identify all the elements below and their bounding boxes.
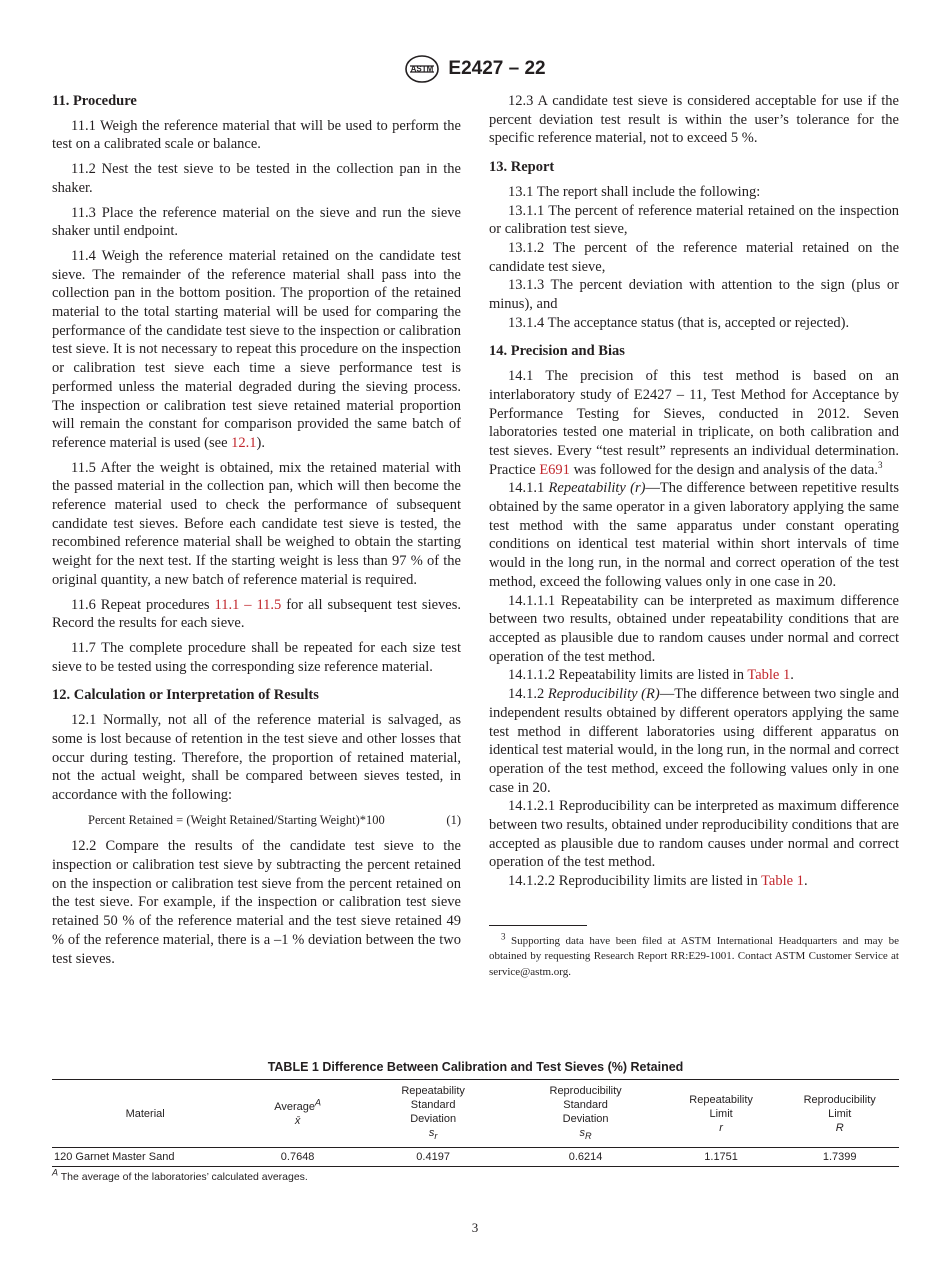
ref-link-table-1-b[interactable]: Table 1	[761, 873, 804, 890]
para-11-7: 11.7 The complete procedure shall be repeated for each size test sieve to be tested using the corresponding size reference material.	[52, 639, 461, 675]
para-14-1: 14.1 The precision of this test method is based on an interlaboratory study of E2427 – 11, Test Method for Acceptance by Performance Testing for Sieves, conducted in 2012. Seven laboratories tested one material in triplicate, on both calibration and test sieves. Every “test result” represents an individual determination. Practice E691 was followed for the design and analysis of the data.$^3$	[489, 368, 899, 478]
para-14-1-1: 14.1.1 Repeatability (r)—The difference between repetitive results obtained by the same operator in a given laboratory applying the same test method with the same apparatus under constant operating conditions on identical test material within short intervals of time would in the long run, in the normal and correct operation of the test method, exceed the following values only in one case in 20.	[489, 480, 899, 590]
table-title: TABLE 1 Difference Between Calibration and Test Sieves (%) Retained	[267, 1060, 684, 1074]
table-footnote: $^A$ The average of the laboratories’ calculated averages.	[52, 1167, 308, 1184]
para-13-1-2: 13.1.2 The percent of the reference material retained on the candidate test sieve,	[489, 239, 899, 275]
equation-1	[52, 811, 461, 830]
para-11-4: 11.4 Weigh the reference material retained on the candidate test sieve. The remainder of the reference material shall pass into the collection pan in the bottom position. The proportion of the retained material to the total starting material will be used for comparing the performance of the candidate test sieve to the inspection or calibration test sieve. It is not necessary to repeat this procedure on the inspection or calibration test sieve each time a sieve performance test is performed unless the material degraded during the sieving process. The inspection or calibration test sieve retained material proportion will remain the constant for comparison provided the same batch of reference material is used (see 12.1).	[52, 247, 461, 451]
cell-r: 1.1751	[704, 1151, 738, 1164]
ref-link-12-1[interactable]: 12.1	[231, 434, 257, 451]
para-12-1: 12.1 Normally, not all of the reference material is salvaged, as some is lost because of retention in the test sieve and other losses that occur during testing. Therefore, the proportion of retained material, not the actual weight, shall be compared between sieves tested, in accordance with the following:	[52, 712, 461, 803]
para-13-1-4: 13.1.4 The acceptance status (that is, accepted or rejected).	[508, 314, 850, 331]
para-14-1-2-1: 14.1.2.1 Reproducibility can be interpreted as maximum difference between two results, obtained under reproducibility conditions that are accepted as plausible due to random causes under normal and correct operation of the test method.	[489, 798, 899, 871]
para-11-6: 11.6 Repeat procedures 11.1 – 11.5 for all subsequent test sieves. Record the results for each sieve.	[52, 596, 461, 632]
equation-text: Percent Retained = (Weight Retained/Starting Weight)*100	[88, 812, 385, 827]
section-14-heading: 14. Precision and Bias	[489, 343, 625, 360]
page-number: 3	[471, 1220, 479, 1235]
col-repeatability-limit: Repeatability Limit r	[689, 1093, 753, 1134]
col-average: Average$^A$ x̄	[274, 1096, 322, 1127]
para-13-1-1: 13.1.1 The percent of reference material retained on the inspection or calibration test sieve,	[489, 202, 899, 238]
para-11-3: 11.3 Place the reference material on the sieve and run the sieve shaker until endpoint.	[52, 204, 461, 240]
svg-text:ASTM: ASTM	[411, 64, 434, 74]
col-reproducibility-limit: Reproducibility Limit R	[803, 1093, 876, 1134]
footnote-rule	[489, 925, 587, 926]
para-14-1-2: 14.1.2 Reproducibility (R)—The difference between two single and independent results obtained by different operators applying the same test method in different laboratories using different apparatus on identical test material would, in the long run, in the normal and correct operation of the test method, exceed the following values only in one case in 20.	[489, 686, 900, 796]
para-11-1: 11.1 Weigh the reference material that will be used to perform the test on a calibrated scale or balance.	[52, 117, 461, 153]
cell-average: 0.7648	[280, 1151, 315, 1164]
footnote-3: $^3$ Supporting data have been filed at ASTM International Headquarters and may be obtained by requesting Research Report RR:E29-1001. Contact ASTM Customer Service at service@astm.org.	[489, 931, 899, 978]
ref-link-11-1-11-5[interactable]: 11.1 – 11.5	[214, 596, 282, 613]
ref-link-table-1[interactable]: Table 1	[747, 667, 791, 684]
para-13-1-3: 13.1.3 The percent deviation with attention to the sign (plus or minus), and	[489, 277, 899, 313]
right-column	[489, 92, 899, 980]
section-11-heading: 11. Procedure	[52, 93, 137, 109]
cell-R: 1.7399	[822, 1151, 857, 1164]
cell-sr: 0.4197	[416, 1151, 450, 1164]
page-header	[0, 54, 950, 84]
col-repeatability-sd: Repeatability Standard Deviation $s_r$	[401, 1085, 465, 1142]
para-14-1-1-2: 14.1.1.2 Repeatability limits are listed in Table 1.	[508, 667, 794, 684]
cell-sR: 0.6214	[568, 1151, 603, 1164]
table-header-row	[52, 1080, 899, 1148]
para-13-1: 13.1 The report shall include the following:	[508, 183, 761, 200]
para-11-5: 11.5 After the weight is obtained, mix the retained material with the passed material in the collection pan, which will then become the reference material used to check the performance of subsequent candidate test sieves. Before each candidate test sieve is tested, the recombined reference material shall be weighed to obtain the starting weight for the next test. If the starting weight is less than 97 % of the original quantity, a new batch of reference material is required.	[52, 459, 461, 588]
section-12-heading: 12. Calculation or Interpretation of Results	[52, 687, 319, 704]
table-1	[52, 1060, 899, 1183]
footnote-marker-3: 3	[877, 459, 883, 470]
col-reproducibility-sd: Reproducibility Standard Deviation $s_R$	[549, 1085, 622, 1142]
standard-designation: E2427 – 22	[448, 58, 546, 79]
astm-logo-icon	[404, 54, 440, 84]
col-material: Material	[125, 1107, 165, 1120]
para-12-2: 12.2 Compare the results of the candidate test sieve to the inspection or calibration test sieve by subtracting the percent retained on the inspection or calibration test sieve from the percent retained on the test sieve. For example, if the inspection or calibration test sieve retained 50 % of the reference material and the test sieve retained 49 % of the reference material, there is a –1 % deviation between the two test sieves.	[52, 838, 461, 967]
para-11-2: 11.2 Nest the test sieve to be tested in the collection pan in the shaker.	[52, 161, 461, 196]
table-row	[52, 1148, 899, 1167]
para-14-1-1-1: 14.1.1.1 Repeatability can be interpreted as maximum difference between two results, obtained under repeatability conditions that are accepted as plausible due to random causes under normal and correct operation of the test method.	[489, 592, 899, 665]
para-14-1-2-2: 14.1.2.2 Reproducibility limits are listed in Table 1.	[508, 873, 808, 890]
data-table	[52, 1079, 899, 1167]
cell-material: 120 Garnet Master Sand	[54, 1151, 175, 1164]
left-column	[52, 92, 461, 968]
equation-number: (1)	[446, 812, 461, 827]
section-13-heading: 13. Report	[489, 159, 555, 176]
ref-link-e691[interactable]: E691	[539, 461, 570, 478]
para-12-3: 12.3 A candidate test sieve is considered acceptable for use if the percent deviation test result is within the user’s tolerance for the specific reference material, not to exceed 5 %.	[489, 93, 899, 147]
